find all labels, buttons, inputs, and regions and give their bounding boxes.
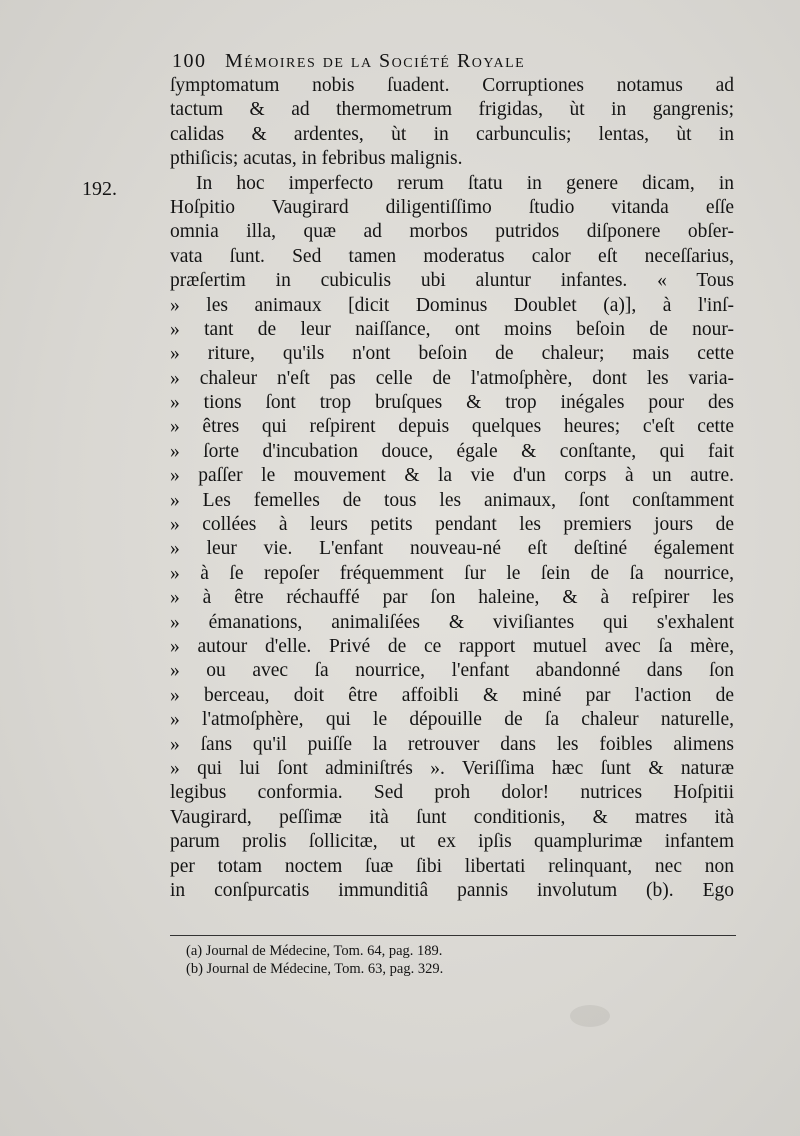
text-line: per totam noctem ſuæ ſibi libertati relinquant, nec non <box>170 855 734 877</box>
running-header <box>172 50 692 73</box>
footnote-divider <box>170 935 736 936</box>
text-line: » leur vie. L'enfant nouveau-né eſt deſtiné également <box>170 538 734 560</box>
text-line: » Les femelles de tous les animaux, ſont conſtamment <box>170 489 734 511</box>
text-line: pthiſicis; acutas, in febribus malignis. <box>170 148 463 170</box>
text-line: » paſſer le mouvement & la vie d'un corps à un autre. <box>170 465 734 487</box>
text-line: Vaugirard, peſſimæ ità ſunt conditionis, & matres ità <box>170 806 734 828</box>
text-line: » émanations, animaliſées & viviſiantes qui s'exhalent <box>170 611 734 633</box>
running-title: Mémoires de la Société Royale <box>225 50 526 72</box>
text-line: » ſans qu'il puiſſe la retrouver dans les foibles alimens <box>170 733 734 755</box>
text-line: » tions ſont trop bruſques & trop inégales pour des <box>170 392 734 414</box>
page-number: 100 <box>172 50 207 72</box>
text-line: In hoc imperfecto rerum ſtatu in genere dicam, in <box>196 172 734 194</box>
text-line: » ſorte d'incubation douce, égale & conſtante, qui fait <box>170 440 734 462</box>
text-line: » l'atmoſphère, qui le dépouille de ſa chaleur naturelle, <box>170 709 734 731</box>
text-line: præſertim in cubiculis ubi aluntur infantes. « Tous <box>170 270 734 292</box>
text-line: » riture, qu'ils n'ont beſoin de chaleur; mais cette <box>170 343 734 365</box>
text-line: » tant de leur naiſſance, ont moins beſoin de nour- <box>170 318 734 340</box>
paper-smudge <box>570 1005 610 1027</box>
text-line: » ou avec ſa nourrice, l'enfant abandonné dans ſon <box>170 660 734 682</box>
text-line: legibus conformia. Sed proh dolor! nutrices Hoſpitii <box>170 782 734 804</box>
margin-paragraph-number: 192. <box>82 178 117 200</box>
body-text <box>170 74 734 903</box>
text-line: » berceau, doit être affoibli & miné par l'action de <box>170 684 734 706</box>
text-line: » les animaux [dicit Dominus Doublet (a)], à l'inſ- <box>170 294 734 316</box>
footnote-a: (a) Journal de Médecine, Tom. 64, pag. 189. <box>186 943 443 959</box>
text-line: parum prolis ſollicitæ, ut ex ipſis quamplurimæ infantem <box>170 831 734 853</box>
text-line: » à ſe repoſer fréquemment ſur le ſein de ſa nourrice, <box>170 562 734 584</box>
text-line: omnia illa, quæ ad morbos putridos diſponere obſer- <box>170 221 734 243</box>
text-line: Hoſpitio Vaugirard diligentiſſimo ſtudio vitanda eſſe <box>170 196 734 218</box>
text-line: calidas & ardentes, ùt in carbunculis; lentas, ùt in <box>170 123 734 145</box>
text-line: » à être réchauffé par ſon haleine, & à reſpirer les <box>170 587 734 609</box>
text-line: in conſpurcatis immunditiâ pannis involutum (b). Ego <box>170 879 734 901</box>
text-line: ſymptomatum nobis ſuadent. Corruptiones notamus ad <box>170 75 734 96</box>
text-line: vata ſunt. Sed tamen moderatus calor eſt neceſſarius, <box>170 245 734 267</box>
text-line: » autour d'elle. Privé de ce rapport mutuel avec ſa mère, <box>170 635 734 657</box>
footnotes <box>186 942 606 978</box>
footnote-b: (b) Journal de Médecine, Tom. 63, pag. 329. <box>186 961 444 977</box>
text-line: » collées à leurs petits pendant les premiers jours de <box>170 514 734 536</box>
text-line: » qui lui ſont adminiſtrés ». Veriſſima hæc ſunt & naturæ <box>170 757 734 779</box>
text-line: » êtres qui reſpirent depuis quelques heures; c'eſt cette <box>170 416 734 438</box>
text-line: tactum & ad thermometrum frigidas, ùt in gangrenis; <box>170 99 734 121</box>
text-line: » chaleur n'eſt pas celle de l'atmoſphère, dont les varia- <box>170 367 734 389</box>
